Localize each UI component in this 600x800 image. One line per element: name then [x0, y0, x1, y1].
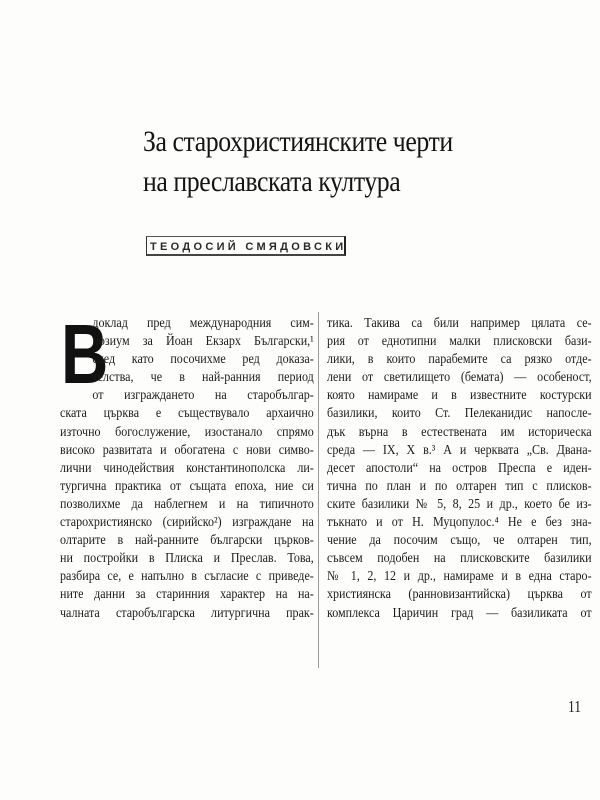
text-line: източно богослужение, изостанало спрямо [60, 423, 314, 439]
text-line: доклад пред международния сим- [92, 315, 314, 330]
title-line-1: За старохристиянските черти [143, 125, 453, 158]
text-line: която намираме и в известните костурски [327, 387, 592, 403]
text-line: рия от еднотипни малки плисковски бази- [327, 333, 592, 349]
text-line: ните данни за старинния характер на на- [60, 586, 314, 602]
text-line: чение да посочим също, че олтарен тип, [327, 532, 592, 548]
article-title [143, 122, 453, 202]
text-line: позиум за Йоан Екзарх Български,¹ [92, 333, 314, 349]
text-line: позволихме да наблегнем и на типичното [60, 495, 314, 511]
text-line: тъкнато и от Н. Муцопулос.⁴ Не е без зна- [327, 514, 592, 530]
text-line: след като посочихме ред доказа- [92, 351, 314, 367]
text-line: комплекса Царичин град — базиликата от [327, 604, 592, 620]
title-line-2: на преславската култура [143, 165, 401, 198]
text-line: от изграждането на старобългар- [92, 387, 314, 403]
text-line: тика. Такива са били например цялата се- [327, 315, 592, 330]
text-line: среда — IX, X в.³ А и черквата „Св. Двана- [327, 441, 592, 457]
page-number: 11 [568, 697, 582, 716]
text-line: дък върна в естествената им историческа [327, 423, 592, 439]
text-line: старохристиянско (сирийско²) изграждане на [60, 514, 314, 530]
text-line: базилики, които Ст. Пелеканидис напосле- [327, 405, 592, 421]
text-line: чалната старобългарска литургична прак- [60, 604, 314, 620]
column-divider [318, 312, 319, 668]
text-line: тургична практика от същата епоха, ние си [60, 477, 314, 493]
text-line: християнска (ранновизантийска) църква от [327, 586, 592, 602]
text-line: лични чинодействия константинополска ли- [60, 459, 314, 475]
text-line: лени от светилището (бемата) — особеност, [327, 369, 592, 385]
text-line: високо развитата и обогатена с нови симво- [60, 441, 314, 457]
text-line: № 1, 2, 12 и др., намираме и в една старо- [327, 568, 592, 584]
text-line: телства, че в най-ранния период [92, 369, 314, 385]
author-byline: ТЕОДОСИЙ СМЯДОВСКИ [146, 236, 346, 256]
text-line: ската църква е съществувало архаично [60, 405, 314, 421]
text-line: олтарите в най-ранните български църков- [60, 532, 314, 548]
text-line: ските базилики № 5, 8, 25 и др., което бе из- [327, 495, 592, 511]
text-line: съвсем подобен на плисковските базилики [327, 550, 592, 566]
drop-cap: В [61, 307, 109, 401]
text-line: ни постройки в Плиска и Преслав. Това, [60, 550, 314, 566]
text-line: разбира се, е напълно в съгласие с приведе- [60, 568, 314, 584]
text-line: лики, в които парабемите са рязко отде- [327, 351, 592, 367]
right-column [327, 314, 592, 622]
left-column [60, 307, 314, 622]
text-line: тична по план и по олтарен тип с плисков- [327, 477, 592, 493]
text-line: десет апостоли“ на остров Преспа е иден- [327, 459, 592, 475]
